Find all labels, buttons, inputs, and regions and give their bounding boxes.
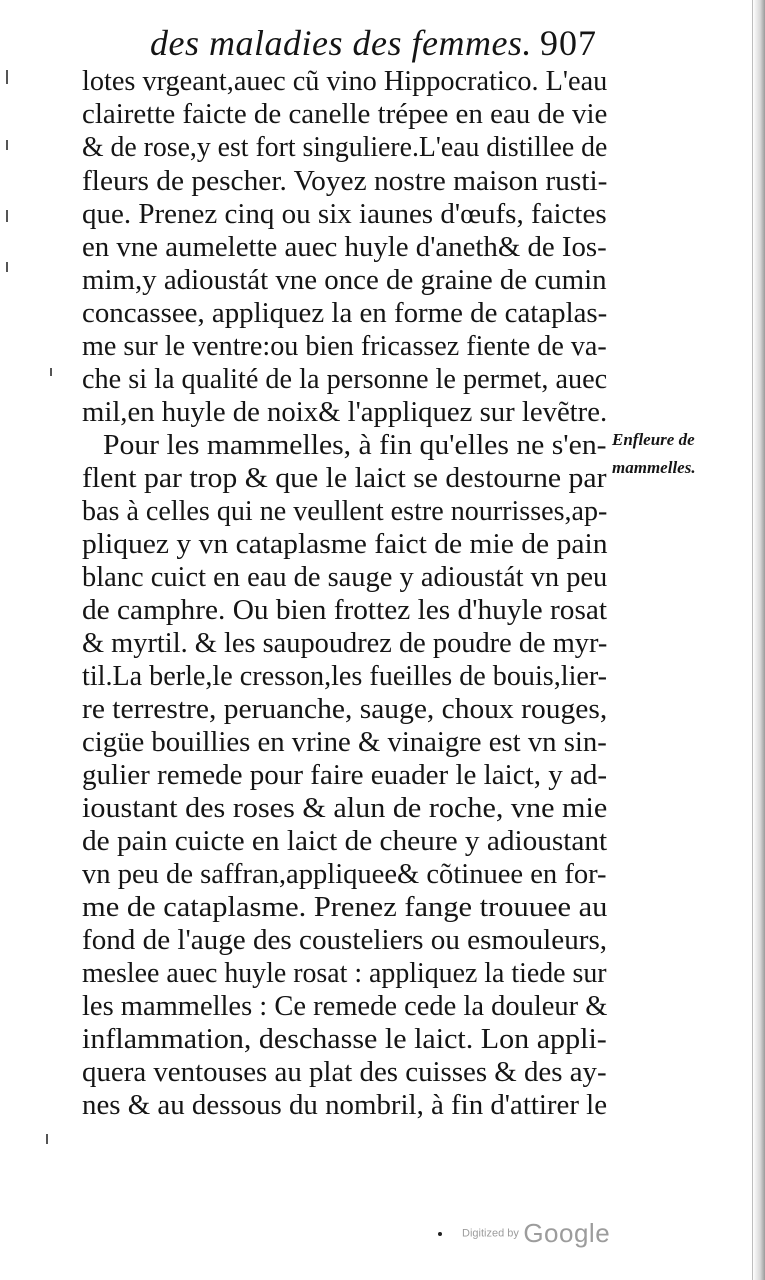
gutter-mark — [6, 70, 8, 84]
text-line: lotes vrgeant,auec cũ vino Hippocratico. L'eau — [82, 66, 608, 97]
text-line: flent par trop & que le laict se destourne par — [82, 463, 607, 494]
text-line: clairette faicte de canelle trépee en eau de vie — [82, 99, 608, 130]
text-line: til.La berle,le cresson,les fueilles de bouis,lier- — [82, 661, 608, 692]
text-line: me de cataplasme. Prenez fange trouuee au — [82, 892, 608, 923]
watermark-prefix: Digitized by — [462, 1227, 519, 1240]
page-edge-shadow — [753, 0, 765, 1280]
margin-note-subtitle: mammelles. — [612, 458, 696, 477]
text-line: les mammelles : Ce remede cede la douleur & — [82, 991, 608, 1022]
text-line: & de rose,y est fort singuliere.L'eau distillee de — [82, 132, 608, 163]
gutter-mark — [46, 1134, 48, 1144]
page-number: 907 — [540, 23, 597, 63]
text-line: me sur le ventre:ou bien fricassez fiente de va- — [82, 331, 607, 362]
margin-note-title: Enfleure de — [612, 430, 695, 449]
text-line: re terrestre, peruanche, sauge, choux rouges, — [82, 694, 608, 725]
text-line: gulier remede pour faire euader le laict, y ad- — [82, 760, 608, 791]
text-line: meslee auec huyle rosat : appliquez la tiede sur — [82, 958, 607, 989]
text-line: de pain cuicte en laict de cheure y adioustant — [82, 826, 608, 857]
text-line: blanc cuict en eau de sauge y adioustát vn peu — [82, 562, 608, 593]
gutter-mark — [6, 210, 8, 222]
text-line: pliquez y vn cataplasme faict de mie de pain — [82, 529, 608, 560]
text-line: ioustant des roses & alun de roche, vne mie — [82, 793, 608, 824]
text-line: Pour les mammelles, à fin qu'elles ne s'en- — [103, 430, 607, 461]
text-line: che si la qualité de la personne le permet, auec — [82, 364, 608, 395]
gutter-mark — [50, 368, 52, 376]
gutter-mark — [6, 140, 8, 150]
text-line: quera ventouses au plat des cuisses & des ay- — [82, 1057, 607, 1088]
text-line: mil,en huyle de noix& l'appliquez sur levẽtre. — [82, 397, 608, 428]
gutter-mark — [6, 262, 8, 272]
text-line: que. Prenez cinq ou six iaunes d'œufs, faictes — [82, 199, 607, 230]
text-line: en vne aumelette auec huyle d'aneth& de Ios- — [82, 232, 607, 263]
text-line: cigüe bouillies en vrine & vinaigre est vn sin- — [82, 727, 607, 758]
text-line: fond de l'auge des cousteliers ou esmouleurs, — [82, 925, 608, 956]
text-line: de camphre. Ou bien frottez les d'huyle rosat — [82, 595, 608, 626]
text-line: mim,y adioustát vne once de graine de cumin — [82, 265, 607, 296]
text-line: bas à celles qui ne veullent estre nourrisses,ap- — [82, 496, 608, 527]
text-line: nes & au dessous du nombril, à fin d'attirer le — [82, 1090, 608, 1121]
digitized-watermark — [462, 1218, 610, 1249]
running-head: des maladies des femmes. — [150, 23, 532, 63]
text-line: vn peu de saffran,appliquee& cõtinuee en for- — [82, 859, 607, 890]
text-line: concassee, appliquez la en forme de cataplas- — [82, 298, 608, 329]
text-line: & myrtil. & les saupoudrez de poudre de myr- — [82, 628, 608, 659]
ink-dot — [438, 1232, 442, 1236]
text-line: fleurs de pescher. Voyez nostre maison rusti- — [82, 166, 608, 197]
google-logo: Google — [523, 1218, 611, 1248]
text-line: inflammation, deschasse le laict. Lon appli- — [82, 1024, 607, 1055]
